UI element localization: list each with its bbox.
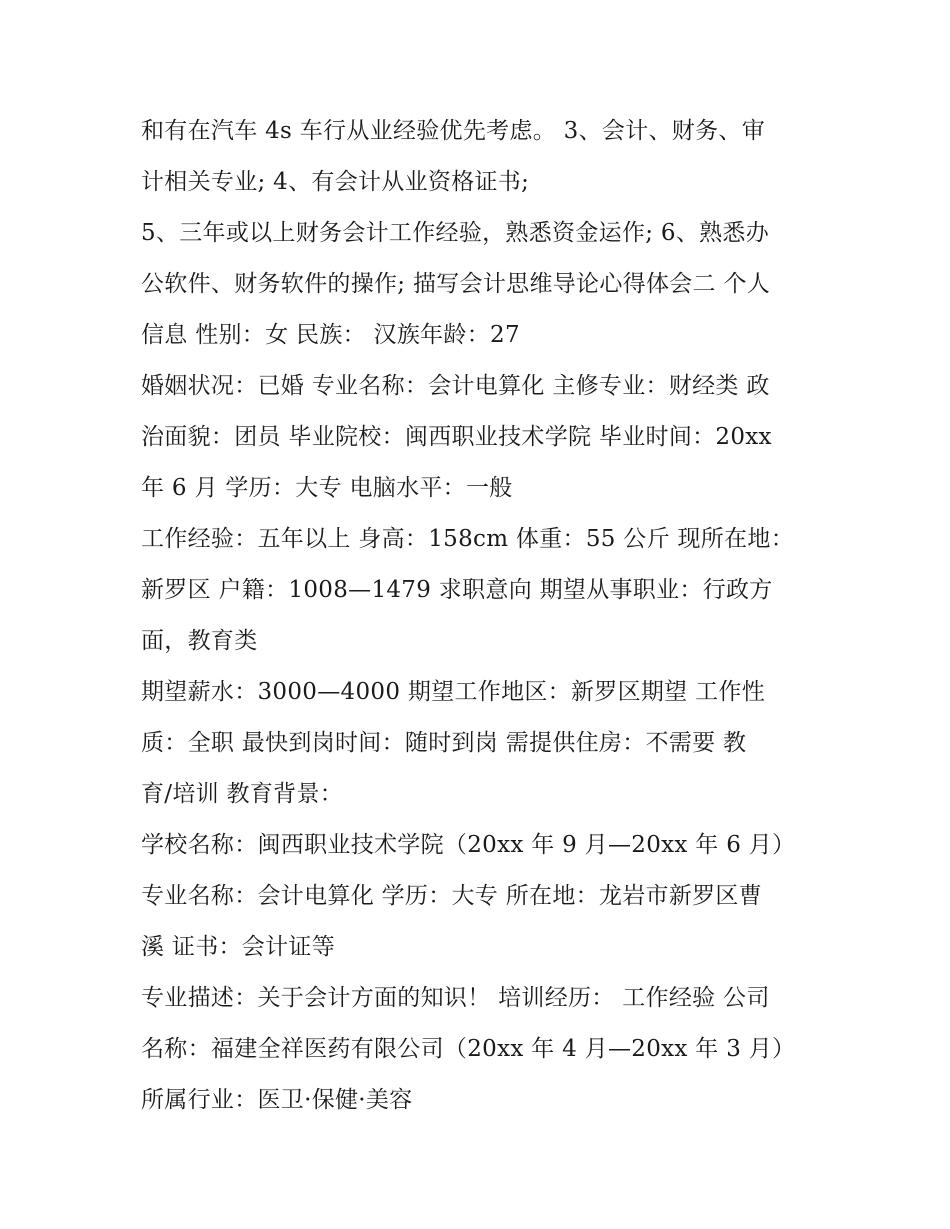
- text-line: 期望薪水：3000—4000 期望工作地区：新罗区期望 工作性: [141, 679, 765, 705]
- text-line: 名称：福建全祥医药有限公司（20xx 年 4 月—20xx 年 3 月）: [141, 1036, 796, 1062]
- text-line: 质：全职 最快到岗时间：随时到岗 需提供住房：不需要 教: [141, 730, 747, 756]
- text-line: 和有在汽车 4s 车行从业经验优先考虑。 3、会计、财务、审: [141, 118, 766, 144]
- text-line: 专业描述：关于会计方面的知识！ 培训经历： 工作经验 公司: [141, 985, 770, 1011]
- text-line: 育/培训 教育背景：: [141, 781, 344, 807]
- text-line: 面，教育类: [141, 628, 258, 654]
- text-line: 新罗区 户籍：1008—1479 求职意向 期望从事职业：行政方: [141, 577, 773, 603]
- document-body: [141, 106, 821, 1126]
- text-line: 工作经验：五年以上 身高：158cm 体重：55 公斤 现所在地：: [141, 526, 795, 552]
- text-line: 5、三年或以上财务会计工作经验，熟悉资金运作; 6、熟悉办: [141, 220, 770, 246]
- text-line: 年 6 月 学历：大专 电脑水平：一般: [141, 475, 513, 501]
- text-line: 信息 性别：女 民族： 汉族年龄：27: [141, 322, 520, 348]
- text-line: 学校名称：闽西职业技术学院（20xx 年 9 月—20xx 年 6 月）: [141, 832, 796, 858]
- text-line: 婚姻状况：已婚 专业名称：会计电算化 主修专业：财经类 政: [141, 373, 770, 399]
- text-line: 所属行业：医卫·保健·美容: [141, 1087, 413, 1113]
- text-line: 公软件、财务软件的操作; 描写会计思维导论心得体会二 个人: [141, 271, 771, 297]
- text-line: 治面貌：团员 毕业院校：闽西职业技术学院 毕业时间：20xx: [141, 424, 772, 450]
- text-line: 专业名称：会计电算化 学历：大专 所在地：龙岩市新罗区曹: [141, 883, 763, 909]
- text-line: 溪 证书：会计证等: [141, 934, 336, 960]
- text-line: 计相关专业; 4、有会计从业资格证书;: [141, 169, 530, 195]
